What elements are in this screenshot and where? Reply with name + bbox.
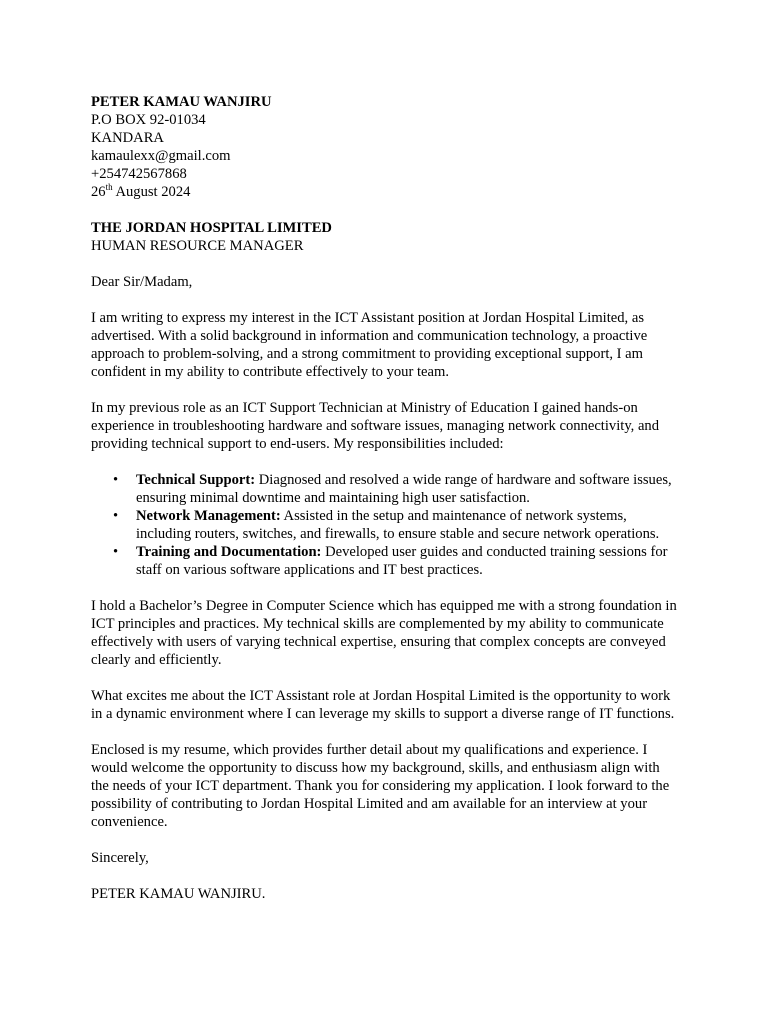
sender-block [91, 93, 681, 201]
salutation: Dear Sir/Madam, [91, 274, 193, 290]
date-month-year: August 2024 [112, 184, 191, 200]
recipient-block [91, 219, 681, 255]
list-item-heading: Training and Documentation: [136, 544, 322, 560]
list-item [91, 507, 681, 543]
sender-name: PETER KAMAU WANJIRU [91, 94, 272, 110]
sender-town: KANDARA [91, 130, 164, 146]
list-item-heading: Network Management: [136, 508, 281, 524]
recipient-organization: THE JORDAN HOSPITAL LIMITED [91, 220, 332, 236]
bullet-icon: • [113, 508, 119, 524]
recipient-title: HUMAN RESOURCE MANAGER [91, 238, 304, 254]
paragraph-experience: In my previous role as an ICT Support Technician at Ministry of Education I gained hands-on experience in troubleshooting hardware and software issues, managing network connectivity, and providing technical support to end-users. My responsibilities included: [91, 400, 660, 452]
paragraph-motivation: What excites me about the ICT Assistant role at Jordan Hospital Limited is the opportunity to work in a dynamic environment where I can leverage my skills to support a diverse range of IT functions. [91, 688, 675, 722]
paragraph-intro: I am writing to express my interest in the ICT Assistant position at Jordan Hospital Limited, as advertised. With a solid background in information and communication technology, a proactive approach to problem-solving, and a strong commitment to providing exceptional support, I am confident in my ability to contribute effectively to your team. [91, 310, 648, 380]
list-item-heading: Technical Support: [136, 472, 256, 488]
paragraph-education: I hold a Bachelor’s Degree in Computer Science which has equipped me with a strong foundation in ICT principles and practices. My technical skills are complemented by my ability to communicate effectively with users of varying technical expertise, ensuring that complex concepts are conveyed clearly and efficiently. [91, 598, 677, 668]
cover-letter [91, 93, 681, 903]
sender-po-box: P.O BOX 92-01034 [91, 112, 206, 128]
signature: PETER KAMAU WANJIRU. [91, 886, 266, 902]
paragraph-closing: Enclosed is my resume, which provides further detail about my qualifications and experience. I would welcome the opportunity to discuss how my background, skills, and enthusiasm align with the needs of your ICT department. Thank you for considering my application. I look forward to the possibility of contributing to Jordan Hospital Limited and am available for an interview at your convenience. [91, 742, 670, 830]
sender-email: kamaulexx@gmail.com [91, 148, 231, 164]
date-suffix: th [105, 182, 113, 193]
list-item-text: Diagnosed and resolved a wide range of hardware and software issues, ensuring minimal downtime and maintaining high user satisfaction. [136, 472, 672, 506]
list-item [91, 543, 681, 579]
responsibilities-list [91, 471, 681, 579]
list-item [91, 471, 681, 507]
letter-date [91, 183, 681, 201]
list-item-text: Assisted in the setup and maintenance of network systems, including routers, switches, and firewalls, to ensure stable and secure network operations. [136, 508, 660, 542]
bullet-icon: • [113, 472, 119, 488]
closing: Sincerely, [91, 850, 149, 866]
bullet-icon: • [113, 544, 119, 560]
date-day: 26 [91, 184, 106, 200]
list-item-text: Developed user guides and conducted training sessions for staff on various software applications and IT best practices. [136, 544, 668, 578]
sender-phone: +254742567868 [91, 166, 187, 182]
